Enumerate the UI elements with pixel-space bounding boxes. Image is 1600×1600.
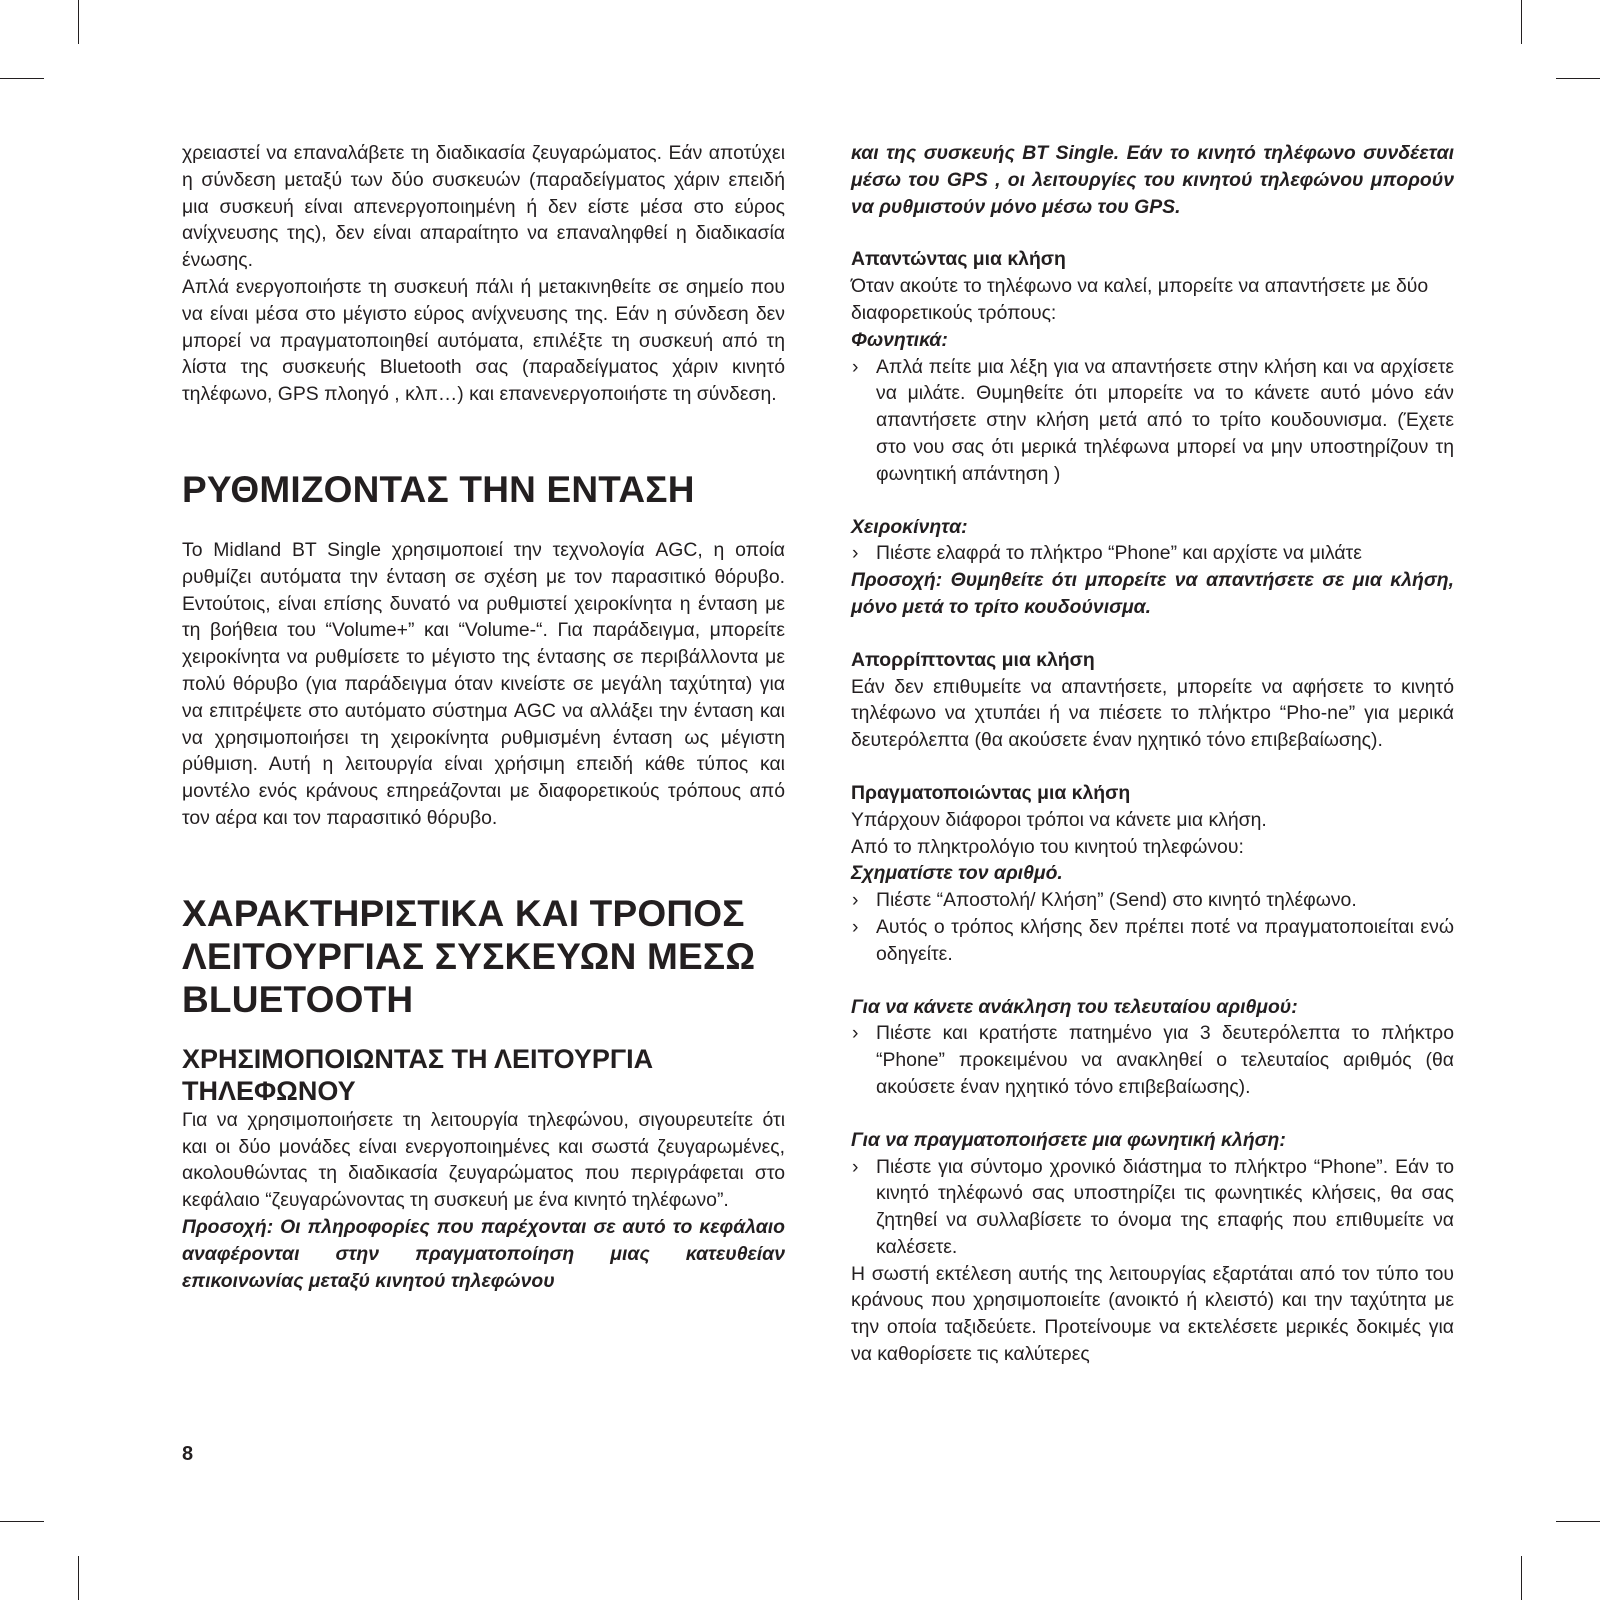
paragraph-answer: Όταν ακούτε το τηλέφωνο να καλεί, μπορείτε να απαντήσετε με δύο διαφορετικούς τρόπους:	[851, 275, 1429, 324]
heading-line: ΛΕΙΤΟΥΡΓΙΑΣ ΣΥΣΚΕΥΩΝ ΜΕΣΩ	[182, 935, 756, 977]
list-item: › Πιέστε ελαφρά το πλήκτρο “Phone” και αρχίστε να μιλάτε	[851, 540, 1454, 567]
paragraph-phone: Για να χρησιμοποιήσετε τη λειτουργία τηλεφώνου, σιγουρευτείτε ότι και οι δύο μονάδες είναι ενεργοποιημένες και σωστά ζευγαρωμένες, ακολουθώντας τη διαδικασία ζευγαρώματος που περιγράφεται στο κεφάλαιο “ζευγαρώνοντας τη συσκευή με ένα κινητό τηλέφωνο”.	[182, 1108, 785, 1212]
left-column	[182, 140, 785, 1294]
crop-mark	[78, 1556, 79, 1600]
label-manual: Χειροκίνητα:	[851, 515, 968, 538]
list-redial	[851, 1020, 1454, 1100]
label-redial: Για να κάνετε ανάκληση του τελευταίου αριθμού:	[851, 995, 1298, 1018]
paragraph-make-2: Από το πληκτρολόγιο του κινητού τηλεφώνου:	[851, 835, 1244, 858]
list-dial	[851, 887, 1454, 967]
right-column	[851, 140, 1454, 1368]
spacer	[182, 832, 785, 892]
spacer	[851, 754, 1454, 780]
list-item: › Πιέστε για σύντομο χρονικό διάστημα το πλήκτρο “Phone”. Εάν το κινητό τηλέφωνό σας υποστηρίζει τις φωνητικές κλήσεις, θα σας ζητηθεί να συλλαβίσετε το όνομα της επαφής που επιθυμείτε να καλέσετε.	[851, 1154, 1454, 1261]
paragraph-reconnect: χρειαστεί να επαναλάβετε τη διαδικασία ζευγαρώματος. Εάν αποτύχει η σύνδεση μεταξύ των δύο συσκευών (παραδείγματος χάριν επειδή μια συσκευή είναι απενεργοποιημένη ή δεν είστε μέσα στο εύρος ανίχνευσης της), δεν είναι απαραίτητο να επαναληφθεί η διαδικασία ένωσης.	[182, 142, 785, 272]
label-voice: Φωνητικά:	[851, 328, 948, 351]
heading-phone-function	[182, 1043, 785, 1107]
heading-answer-call: Απαντώντας μια κλήση	[851, 248, 1066, 271]
note-phone: Προσοχή: Οι πληροφορίες που παρέχονται σε αυτό το κεφάλαιο αναφέρονται στην πραγματοποίηση μιας κατευθείαν επικοινωνίας μεταξύ κινητού τηλεφώνου	[182, 1215, 785, 1292]
list-manual	[851, 540, 1454, 567]
heading-line: ΤΗΛΕΦΩΝΟΥ	[182, 1075, 356, 1106]
note-answer: Προσοχή: Θυμηθείτε ότι μπορείτε να απαντήσετε σε μια κλήση, μόνο μετά το τρίτο κουδούνισμα.	[851, 569, 1454, 618]
crop-mark	[1556, 1521, 1600, 1522]
spacer	[851, 621, 1454, 647]
label-voice-call: Για να πραγματοποιήσετε μια φωνητική κλήση:	[851, 1128, 1286, 1151]
crop-mark	[78, 0, 79, 44]
spacer	[851, 220, 1454, 246]
heading-line: ΧΡΗΣΙΜΟΠΟΙΩΝΤΑΣ ΤΗ ΛΕΙΤΟΥΡΓΙΑ	[182, 1043, 654, 1074]
crop-mark	[1521, 0, 1522, 44]
paragraph-reactivate: Απλά ενεργοποιήστε τη συσκευή πάλι ή μετακινηθείτε σε σημείο που να είναι μέσα στο μέγιστο εύρος ανίχνευσης της. Εάν η σύνδεση δεν μπορεί να πραγματοποιηθεί αυτόματα, επιλέξτε τη συσκευή από τη λίστα της συσκευής Bluetooth σας (παραδείγματος χάριν κινητό τηλέφωνο, GPS πλοηγό , κλπ…) και επανενεργοποιήστε τη σύνδεση.	[182, 275, 785, 406]
heading-volume: ΡΥΘΜΙΖΟΝΤΑΣ ΤΗΝ ΕΝΤΑΣΗ	[182, 468, 695, 510]
list-voice-call	[851, 1154, 1454, 1261]
spacer	[851, 488, 1454, 514]
crop-mark	[1521, 1556, 1522, 1600]
spacer	[851, 1101, 1454, 1127]
spacer	[182, 511, 785, 537]
list-item: › Απλά πείτε μια λέξη για να απαντήσετε στην κλήση και να αρχίσετε να μιλάτε. Θυμηθείτε ότι μπορείτε να το κάνετε αυτό μόνο εάν απαντήσετε στην κλήση μετά από το τρίτο κουδουνισμα. (Έχετε στο νου σας ότι μερικά τηλέφωνα μπορεί να μην υποστηρίζουν τη φωνητική απάντηση )	[851, 354, 1454, 488]
heading-line: ΧΑΡΑΚΤΗΡΙΣΤΙΚΑ ΚΑΙ ΤΡΟΠΟΣ	[182, 892, 745, 934]
spacer	[182, 1021, 785, 1043]
spacer	[182, 408, 785, 468]
heading-bluetooth-features	[182, 892, 785, 1021]
crop-mark	[1556, 78, 1600, 79]
list-item: › Πιέστε και κρατήστε πατημένο για 3 δευτερόλεπτα το πλήκτρο “Phone” προκειμένου να ανακληθεί ο τελευταίος αριθμός (θα ακούσετε έναν ηχητικό τόνο επιβεβαίωσης).	[851, 1020, 1454, 1100]
spacer	[851, 968, 1454, 994]
heading-make-call: Πραγματοποιώντας μια κλήση	[851, 781, 1131, 804]
heading-line: BLUETOOTH	[182, 978, 414, 1020]
paragraph-make-1: Υπάρχουν διάφοροι τρόποι να κάνετε μια κλήση.	[851, 808, 1267, 831]
note-continuation: και της συσκευής BT Single. Εάν το κινητό τηλέφωνο συνδέεται μέσω του GPS , οι λειτουργίες του κινητού τηλεφώνου μπορούν να ρυθμιστούν μόνο μέσω του GPS.	[851, 142, 1454, 218]
crop-mark	[0, 1521, 44, 1522]
list-item: › Πιέστε “Αποστολή/ Κλήση” (Send) στο κινητό τηλέφωνο.	[851, 887, 1454, 914]
heading-reject-call: Απορρίπτοντας μια κλήση	[851, 648, 1095, 671]
crop-mark	[0, 78, 44, 79]
list-item: › Αυτός ο τρόπος κλήσης δεν πρέπει ποτέ να πραγματοποιείται ενώ οδηγείτε.	[851, 914, 1454, 968]
paragraph-final: Η σωστή εκτέλεση αυτής της λειτουργίας εξαρτάται από τον τύπο του κράνους που χρησιμοποιείτε (ανοικτό ή κλειστό) και την ταχύτητα με την οποία ταξιδεύετε. Προτείνουμε να εκτελέσετε μερικές δοκιμές για να καθορίσετε τις καλύτερες	[851, 1262, 1454, 1366]
list-voice	[851, 354, 1454, 488]
paragraph-volume: Το Midland BT Single χρησιμοποιεί την τεχνολογία AGC, η οποία ρυθμίζει αυτόματα την ένταση σε σχέση με τον παρασιτικό θόρυβο. Εντούτοις, είναι επίσης δυνατό να ρυθμιστεί χειροκίνητα η ένταση με τη βοήθεια του “Volume+” και “Volume-“. Για παράδειγμα, μπορείτε χειροκίνητα να ρυθμίσετε το μέγιστο της έντασης σε περιβάλλοντα με πολύ θόρυβο (για παράδειγμα όταν κινείστε σε μεγάλη ταχύτητα) για να επιτρέψετε στο αυτόματο σύστημα AGC να αλλάξει την ένταση και να χρησιμοποιήσει τη χειροκίνητα ρυθμισμένη ένταση ως μέγιστη ρύθμιση. Αυτή η λειτουργία είναι χρήσιμη επειδή κάθε τύπος και μοντέλο ενός κράνους επηρεάζονται με διαφορετικούς τρόπους από τον αέρα και τον παρασιτικό θόρυβο.	[182, 538, 785, 829]
page-number: 8	[182, 1443, 194, 1465]
label-dial: Σχηματίστε τον αριθμό.	[851, 862, 1063, 885]
paragraph-reject: Εάν δεν επιθυμείτε να απαντήσετε, μπορείτε να αφήσετε το κινητό τηλέφωνο να χτυπάει ή να πιέσετε το πλήκτρο “Pho-ne” για μερικά δευτερόλεπτα (θα ακούσετε έναν ηχητικό τόνο επιβεβαίωσης).	[851, 675, 1454, 752]
